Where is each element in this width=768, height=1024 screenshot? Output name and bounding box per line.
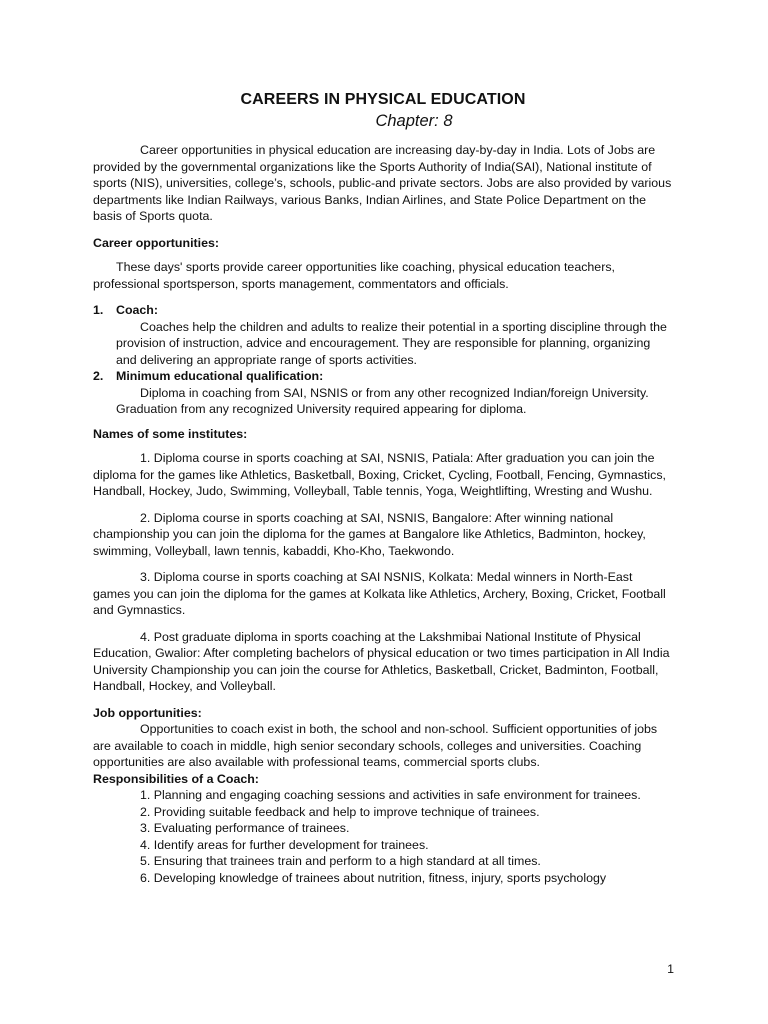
- list-item: 2. Providing suitable feedback and help to improve technique of trainees.: [140, 804, 540, 819]
- institute-item: 2. Diploma course in sports coaching at SAI, NSNIS, Bangalore: After winning national championship you can join the diploma for the games at Bangalore like Athletics, Badminton, hockey, swimming, Volleyball, lawn tennis, kabaddi, Kho-Kho, Taekwondo.: [93, 510, 646, 558]
- list-item: 3. Evaluating performance of trainees.: [140, 821, 350, 835]
- career-heading: Career opportunities:: [93, 235, 219, 250]
- list-item: 1. Planning and engaging coaching sessions and activities in safe environment for trainees.: [140, 788, 641, 802]
- institute-item: 1. Diploma course in sports coaching at SAI, NSNIS, Patiala: After graduation you can join the diploma for the games like Athletics, Basketball, Boxing, Cricket, Cycling, Football, Fencing, Gymnastics, Handball, Hockey, Judo, Swimming, Volleyball, Table tennis, Yoga, Weightlifting, Wresting and Wushu.: [93, 451, 666, 498]
- list-item: 4. Identify areas for further development for trainees.: [140, 837, 429, 852]
- intro-paragraph: Career opportunities in physical education are increasing day-by-day in India. Lots of Jobs are provided by the governmental organizations like the Sports Authority of India(SAI), National institute of sports (NIS), universities, college’s, schools, public-and private sectors. Jobs are also provided by various departments like Indian Railways, various Banks, Indian Airlines, and State Police Department on the basis of Sports quota.: [93, 143, 672, 223]
- list-body-text: Diploma in coaching from SAI, NSNIS or from any other recognized Indian/foreign University. Graduation from any recognized University required appearing for diploma.: [116, 385, 649, 416]
- list-number: 1.: [93, 303, 104, 317]
- list-heading: Minimum educational qualification:: [116, 369, 324, 383]
- jobs-heading: Job opportunities:: [93, 705, 202, 720]
- institute-item: 4. Post graduate diploma in sports coaching at the Lakshmibai National Institute of Physical Education, Gwalior: After completing bachelors of physical education or two times participation in All India University Championship you can join the course for Athletics, Basketball, Cricket, Badminton, Football, Handball, Hockey, and Volleyball.: [93, 629, 670, 693]
- page-number: 1: [667, 962, 674, 976]
- list-item: [93, 368, 673, 418]
- document-page: [93, 90, 673, 886]
- list-body: [116, 385, 673, 418]
- list-body: [116, 319, 673, 369]
- list-number: 2.: [93, 369, 104, 383]
- career-paragraph: These days' sports provide career opportunities like coaching, physical education teachers, professional sportsperson, sports management, commentators and officials.: [93, 260, 615, 291]
- career-list: [93, 302, 673, 418]
- list-body-text: Coaches help the children and adults to realize their potential in a sporting discipline through the provision of instruction, advice and encouragement. They are responsible for planning, organizing and delivering an appropriate range of sports activities.: [116, 319, 667, 367]
- institute-item: 3. Diploma course in sports coaching at SAI NSNIS, Kolkata: Medal winners in North-East games you can join the diploma for the games at Kolkata like Athletics, Archery, Boxing, Cricket, Football and Gymnastics.: [93, 570, 666, 617]
- list-item: 6. Developing knowledge of trainees about nutrition, fitness, injury, sports psychology: [140, 870, 607, 885]
- chapter-label: Chapter: 8: [375, 112, 453, 130]
- list-item: [93, 302, 673, 368]
- responsibilities-heading: Responsibilities of a Coach:: [93, 771, 259, 786]
- jobs-paragraph: Opportunities to coach exist in both, the school and non-school. Sufficient opportunities of jobs are available to coach in middle, high senior secondary schools, colleges and universities. Coaching opportunities are also available with professional teams, commercial sports clubs.: [93, 722, 658, 769]
- list-heading: Coach:: [116, 303, 158, 317]
- institutes-heading: Names of some institutes:: [93, 426, 248, 441]
- page-title: CAREERS IN PHYSICAL EDUCATION: [240, 91, 526, 108]
- responsibilities-list: [93, 787, 673, 886]
- list-item: 5. Ensuring that trainees train and perform to a high standard at all times.: [140, 854, 541, 868]
